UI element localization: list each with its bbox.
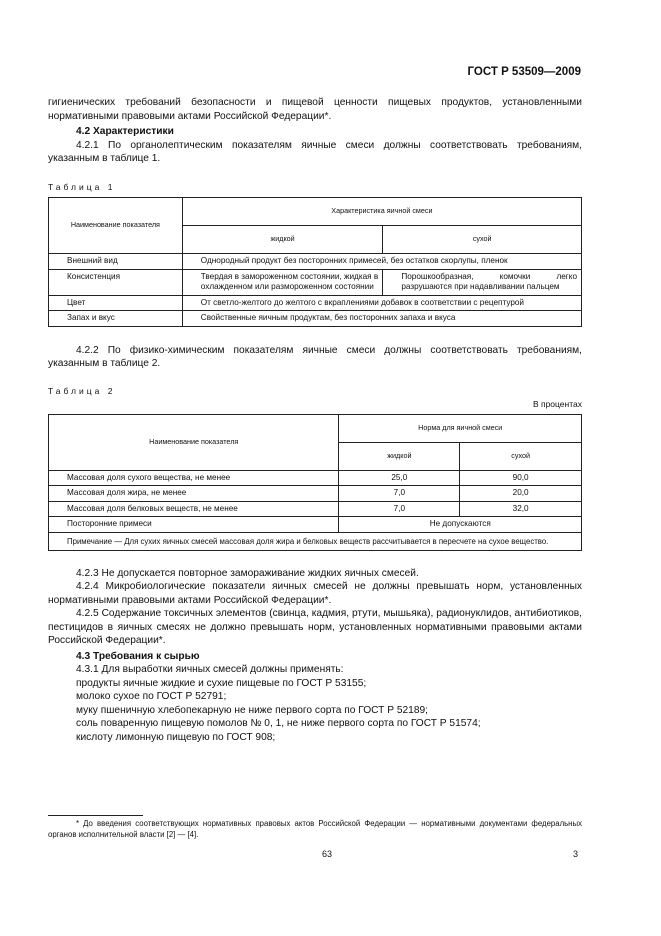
t2-row2-dry: 20,0 <box>460 486 582 502</box>
t2-header-name: Наименование показателя <box>49 414 339 470</box>
t2-row4-value: Не допускаются <box>339 517 582 533</box>
document-body <box>48 96 582 744</box>
t1-row1-name: Внешний вид <box>49 254 183 270</box>
section-4-2-heading: 4.2 Характеристики <box>76 126 174 137</box>
t1-row1-value: Однородный продукт без посторонних примесей, без остатков скорлупы, пленок <box>182 254 581 270</box>
t2-header-norm: Норма для яичной смеси <box>339 414 582 442</box>
paragraph-4-2-3: 4.2.3 Не допускается повторное замораживание жидких яичных смесей. <box>76 567 419 579</box>
table-1-label: Таблица 1 <box>48 181 116 192</box>
table-row <box>49 254 582 270</box>
t2-note: Примечание — Для сухих яичных смесей массовая доля жира и белковых веществ рассчитывается в пересчете на сухое вещество. <box>49 532 582 550</box>
footnote <box>48 815 582 840</box>
t2-row3-name: Массовая доля белковых веществ, не менее <box>49 501 339 517</box>
table-row <box>49 501 582 517</box>
t2-row2-name: Массовая доля жира, не менее <box>49 486 339 502</box>
t1-row2-liquid: Твердая в замороженном состоянии, жидкая в охлажденном или размороженном состоянии <box>182 269 383 295</box>
table-row <box>49 311 582 327</box>
table-row <box>49 486 582 502</box>
footnote-text: * До введения соответствующих нормативных правовых актов Российской Федерации — нормативными документами федеральных органов исполнительной власти [2] — [4]. <box>48 819 582 839</box>
section-4-3-heading: 4.3 Требования к сырью <box>76 650 200 662</box>
footnote-rule <box>48 815 143 816</box>
t1-row2-dry: Порошкообразная, комочки легко разрушаются при надавливании пальцем <box>383 269 582 295</box>
t1-row4-value: Свойственные яичным продуктам, без посторонних запаха и вкуса <box>182 311 581 327</box>
t2-row2-liquid: 7,0 <box>339 486 460 502</box>
list-item: соль поваренную пищевую помолов № 0, 1, не ниже первого сорта по ГОСТ Р 51574; <box>76 718 481 729</box>
table-row <box>49 470 582 486</box>
t1-header-characteristic: Характеристика яичной смеси <box>182 198 581 226</box>
list-item: муку пшеничную хлебопекарную не ниже первого сорта по ГОСТ Р 52189; <box>76 704 429 716</box>
page-number-center: 63 <box>322 849 333 859</box>
document-header: ГОСТ Р 53509—2009 <box>467 66 581 78</box>
t2-row3-liquid: 7,0 <box>339 501 460 517</box>
paragraph-4-3-1: 4.3.1 Для выработки яичных смесей должны применять: <box>76 664 344 675</box>
t1-row3-value: От светло-желтого до желтого с вкраплениями добавок в соответствии с рецептурой <box>182 295 581 311</box>
list-item: кислоту лимонную пищевую по ГОСТ 908; <box>76 731 276 743</box>
t2-header-liquid: жидкой <box>339 442 460 470</box>
table-row <box>49 517 582 533</box>
table-row <box>49 295 582 311</box>
page-number-right: 3 <box>573 849 579 859</box>
intro-paragraph: гигиенических требований безопасности и пищевой ценности пищевых продуктов, установленными нормативными правовыми актами Российской Федерации*. <box>48 97 582 122</box>
t2-row3-dry: 32,0 <box>460 501 582 517</box>
list-item: продукты яичные жидкие и сухие пищевые по ГОСТ Р 53155; <box>76 677 367 689</box>
table-row <box>49 532 582 550</box>
list-item: молоко сухое по ГОСТ Р 52791; <box>76 691 227 702</box>
t1-header-dry: сухой <box>383 226 582 254</box>
paragraph-4-2-1: 4.2.1 По органолептическим показателям яичные смеси должны соответствовать требованиям, указанным в таблице 1. <box>48 139 582 164</box>
paragraph-4-2-5: 4.2.5 Содержание токсичных элементов (свинца, кадмия, ртути, мышьяка), радионуклидов, антибиотиков, пестицидов в яичных смесях не должно превышать норм, установленных нормативными правовыми актами Российской Федерации*. <box>48 608 582 646</box>
table-2 <box>48 414 582 551</box>
t1-row2-name: Консистенция <box>49 269 183 295</box>
t2-row1-liquid: 25,0 <box>339 470 460 486</box>
t1-row3-name: Цвет <box>49 295 183 311</box>
t1-header-liquid: жидкой <box>182 226 383 254</box>
table-2-label: Таблица 2 <box>48 385 116 396</box>
table-row <box>49 269 582 295</box>
paragraph-4-2-2: 4.2.2 По физико-химическим показателям яичные смеси должны соответствовать требованиям, указанным в таблице 2. <box>48 344 582 369</box>
t1-header-name: Наименование показателя <box>49 198 183 254</box>
table-1 <box>48 197 582 327</box>
t1-row4-name: Запах и вкус <box>49 311 183 327</box>
table-2-unit: В процентах <box>532 399 582 409</box>
t2-row4-name: Посторонние примеси <box>49 517 339 533</box>
paragraph-4-2-4: 4.2.4 Микробиологические показатели яичных смесей не должны превышать норм, установленных нормативными правовыми актами Российской Федерации*. <box>48 581 582 606</box>
t2-row1-name: Массовая доля сухого вещества, не менее <box>49 470 339 486</box>
t2-header-dry: сухой <box>460 442 582 470</box>
t2-row1-dry: 90,0 <box>460 470 582 486</box>
